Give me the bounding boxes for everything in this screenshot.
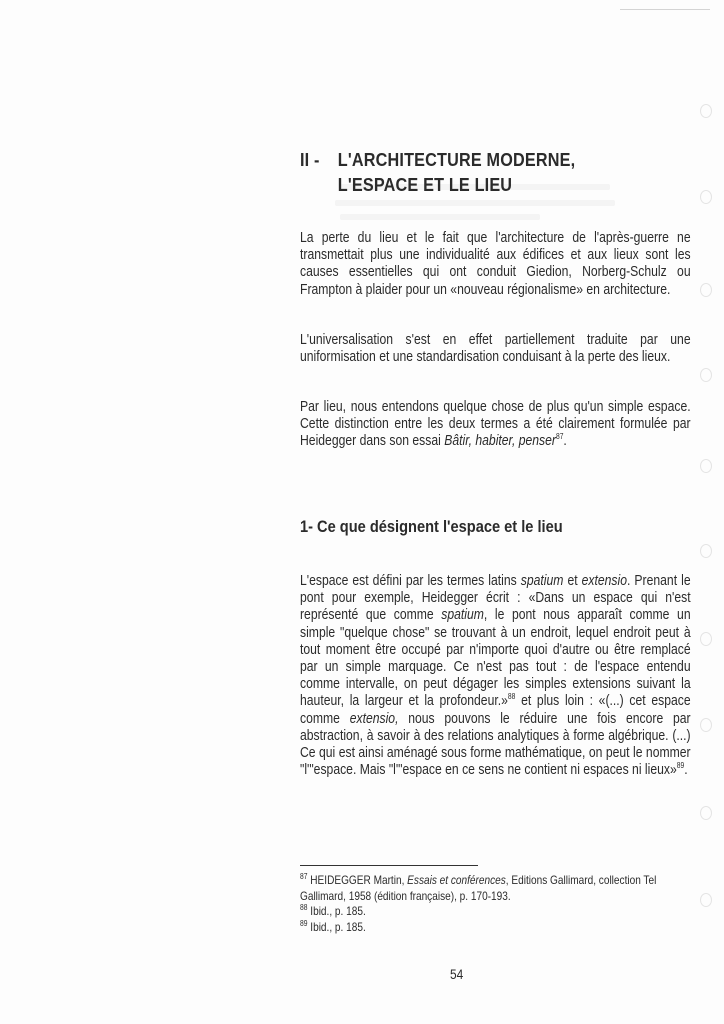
footnote-text: HEIDEGGER Martin, <box>307 873 408 887</box>
footnote-text: , Editions Gallimard, collection Tel Gallimard, 1958 (édition française), p. 170-193. <box>300 873 657 903</box>
binder-hole <box>700 459 712 473</box>
chapter-number: II - <box>300 150 320 170</box>
bleed-through <box>340 214 540 220</box>
paragraph-2: L'universalisation s'est en effet partiellement traduite par une uniformisation et une standardisation conduisant à la perte des lieux. <box>300 332 691 366</box>
paragraph-4 <box>300 573 691 779</box>
p4-term: extensio, <box>349 710 399 727</box>
footnote-mark: 89 <box>300 918 308 928</box>
footnote-separator <box>300 865 478 866</box>
chapter-title-line2: L'ESPACE ET LE LIEU <box>337 175 513 195</box>
paragraph-1: La perte du lieu et le fait que l'architecture de l'après-guerre ne transmettait plus une individualité aux édifices et aux lieux sont les causes essentielles qui ont conduit Giedion, Norberg-Schulz ou Frampton à plaider pour un «nouveau régionalisme» en architecture. <box>300 230 691 298</box>
footnote-mark: 87 <box>300 872 308 881</box>
p4-text: . Prenant le pont pour exemple, Heidegger écrit : «Dans un espace qui n'est représenté que comme <box>300 573 691 624</box>
p4-term: spatium <box>441 607 484 624</box>
footnote-ref: 89 <box>676 761 685 771</box>
bleed-through <box>335 200 615 206</box>
p4-text: nous pouvons le réduire une fois encore par abstraction, à savoir à des relations analytiques à forme algébrique. (...) Ce qui est ainsi aménagé sous forme mathématique, on peut le nommer "l'"espace. Mais "l'"espace en ce sens ne contient ni espaces ni lieux» <box>300 710 691 779</box>
chapter-title-line1: L'ARCHITECTURE MODERNE, <box>337 150 576 170</box>
footnote-ref: 88 <box>507 692 516 702</box>
footnote-mark: 88 <box>300 903 308 912</box>
paragraph-3-end: . <box>563 433 567 450</box>
section-heading: 1- Ce que désignent l'espace et le lieu <box>300 517 563 536</box>
p4-text: . <box>684 762 688 779</box>
page-number: 54 <box>450 966 464 982</box>
footnote-89 <box>300 920 675 936</box>
binder-hole <box>700 632 712 646</box>
binder-hole <box>700 718 712 732</box>
binder-hole <box>700 893 712 907</box>
p4-text: , le pont nous apparaît comme un simple "quelque chose" se trouvant à un endroit, lequel endroit peut à tout moment être occupé par n'importe quoi d'autre ou être remplacé par un simple marquage. Ce n'est pas tout : de l'espace entendu comme intervalle, on peut dégager les simples extensions suivant la hauteur, la largeur et la profondeur.» <box>300 607 691 710</box>
footnote-88 <box>300 904 675 920</box>
binder-hole <box>700 104 712 118</box>
binder-hole <box>700 806 712 820</box>
p4-term: spatium <box>520 573 564 589</box>
p4-text: et plus loin : «(...) cet espace comme <box>300 693 691 727</box>
binder-hole <box>700 368 712 382</box>
binder-hole <box>700 544 712 558</box>
binder-hole <box>700 283 712 297</box>
footnote-text: Ibid., p. 185. <box>307 904 366 918</box>
binder-hole <box>700 190 712 204</box>
p4-term: extensio <box>581 573 628 589</box>
footnote-text: Ibid., p. 185. <box>307 919 366 934</box>
footnote-87 <box>300 873 675 904</box>
paragraph-3 <box>300 399 691 451</box>
footnote-book-title: Essais et conférences <box>407 873 506 887</box>
scan-artifact-line <box>620 9 710 10</box>
footnote-ref: 87 <box>555 432 564 442</box>
footnotes <box>300 873 675 935</box>
p4-text: L'espace est défini par les termes latins <box>300 573 521 589</box>
essay-title: Bâtir, habiter, penser <box>444 433 556 450</box>
chapter-heading <box>300 148 597 198</box>
p4-text: et <box>563 573 582 589</box>
paragraph-3-text: Par lieu, nous entendons quelque chose de plus qu'un simple espace. Cette distinction entre les deux termes a été clairement formulée par Heidegger dans son essai <box>300 399 691 450</box>
